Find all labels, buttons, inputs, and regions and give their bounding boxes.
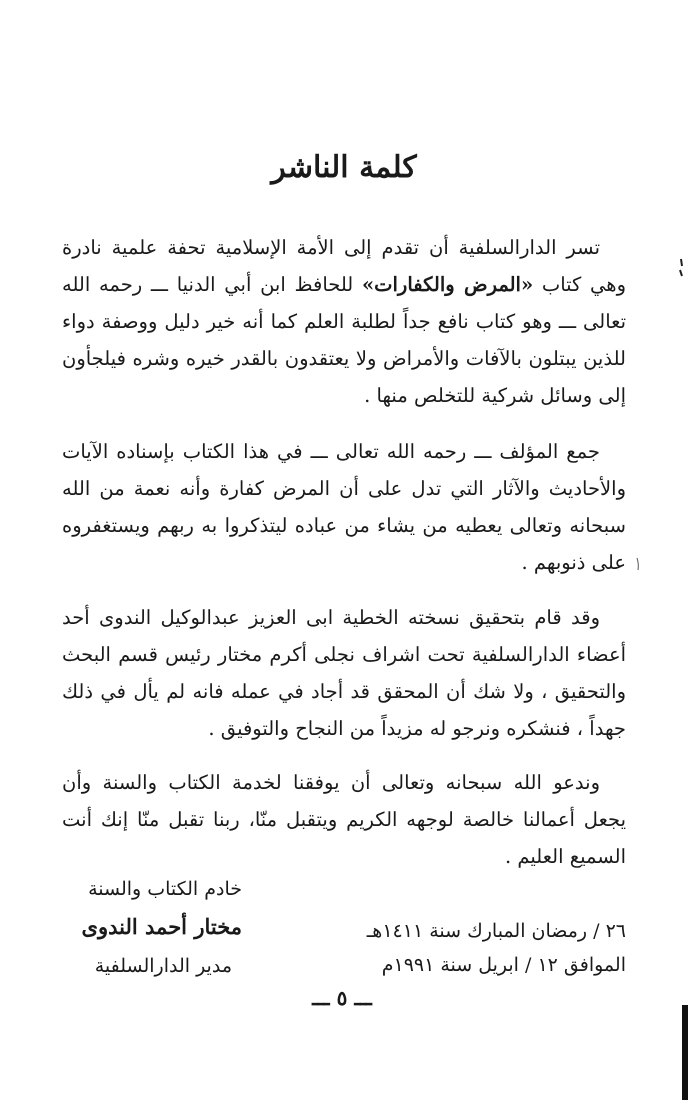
paragraph-intro-text-a: تسر الدارالسلفية أن تقدم إلى الأمة الإسلامية تحفة علمية نادرة وهي كتاب (62, 236, 626, 296)
paragraph-editor (62, 599, 626, 747)
margin-ink-mark (636, 557, 640, 571)
paragraph-intro-text-b: للحافظ ابن أبي الدنيا ـــ رحمه الله تعالى ـــ وهو كتاب نافع جداً لطلبة العلم كما أنه خير دليل ووصفة دواء للذين يبتلون بالآفات والأمراض ولا يعتقدون بالقدر خيره وشره فيلجأون إلى وسائل شركية للتخلص منها . (62, 273, 626, 407)
page-edge-shadow (682, 1005, 688, 1100)
signature-role: خادم الكتاب والسنة (88, 878, 242, 900)
page-number: ـــ ٥ ـــ (312, 986, 372, 1010)
date-gregorian: الموافق ١٢ / ابريل سنة ١٩٩١م (381, 954, 626, 976)
paragraph-content (62, 433, 626, 581)
book-title: «المرض والكفارات» (361, 273, 534, 296)
page-title: كلمة الناشر (271, 150, 417, 185)
signature-name: مختار أحمد الندوى (81, 914, 242, 939)
paragraph-content-text: جمع المؤلف ـــ رحمه الله تعالى ـــ في هذا الكتاب بإسناده الآيات والأحاديث والآثار التي تدل على أن المرض كفارة وأنه نعمة من الله سبحانه وتعالى يعطيه من يشاء من عباده ليتذكروا به ربهم ويستغفروه على ذنوبهم . (62, 440, 626, 574)
signature-title: مدير الدارالسلفية (94, 955, 232, 977)
paragraph-editor-text: وقد قام بتحقيق نسخته الخطية ابى العزيز عبدالوكيل الندوى أحد أعضاء الدارالسلفية تحت اشراف نجلى أكرم مختار رئيس قسم البحث والتحقيق ، ولا شك أن المحقق قد أجاد في عمله فانه لم يأل في ذلك جهداً ، فنشكره ونرجو له مزيداً من النجاح والتوفيق . (62, 606, 626, 740)
paragraph-prayer (62, 764, 626, 875)
paragraph-prayer-text: وندعو الله سبحانه وتعالى أن يوفقنا لخدمة الكتاب والسنة وأن يجعل أعمالنا خالصة لوجهه الكريم ويتقبل منّا، ربنا تقبل منّا إنك أنت السميع العليم . (62, 771, 626, 868)
margin-ink-mark (678, 258, 684, 278)
date-hijri: ٢٦ / رمضان المبارك سنة ١٤١١هـ (366, 920, 626, 942)
paragraph-intro (62, 229, 626, 414)
